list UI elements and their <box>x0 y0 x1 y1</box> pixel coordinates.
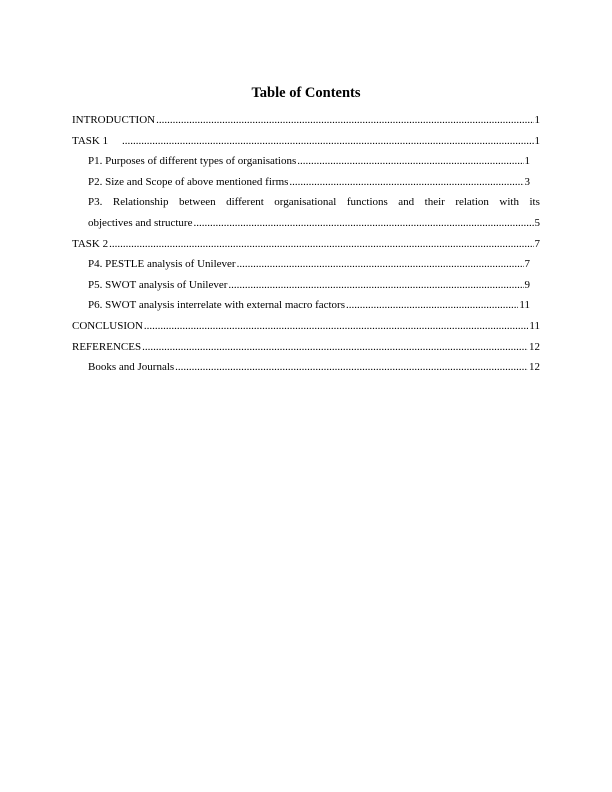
toc-entry-p4[interactable] <box>72 254 540 275</box>
toc-entry-page: 11 <box>519 299 530 312</box>
toc-entry-label: REFERENCES <box>72 340 142 353</box>
toc-entry-p6[interactable] <box>72 295 540 316</box>
toc-entry-label: TASK 1 <box>72 134 109 147</box>
toc-entry-label: INTRODUCTION <box>72 114 156 126</box>
toc-entry-page: 1 <box>524 155 530 168</box>
toc-entry-introduction[interactable] <box>72 110 540 131</box>
dot-leader <box>228 275 523 296</box>
toc-entry-page: 9 <box>524 278 530 291</box>
toc-entry-label: P4. PESTLE analysis of Unilever <box>88 258 236 271</box>
toc-entry-page: 7 <box>524 258 530 271</box>
toc-entry-label-line1: P3. Relationship between different organisational functions and their relation with its <box>88 196 540 209</box>
dot-leader <box>346 295 518 316</box>
toc-entry-label: TASK 2 <box>72 237 109 250</box>
dot-leader <box>193 213 533 234</box>
toc-entry-page: 11 <box>529 319 540 332</box>
toc-entry-references[interactable] <box>72 337 540 358</box>
toc-entry-page: 1 <box>534 114 540 126</box>
toc-entry-label: P5. SWOT analysis of Unilever <box>88 278 228 291</box>
dot-leader <box>109 234 533 255</box>
dot-leader <box>144 316 529 337</box>
toc-entry-label: P1. Purposes of different types of organisations <box>88 155 297 168</box>
toc-entry-p1[interactable] <box>72 151 540 172</box>
toc-entry-page: 12 <box>529 361 540 374</box>
toc-entry-page: 12 <box>529 340 540 353</box>
dot-leader <box>175 357 528 378</box>
dot-leader <box>156 110 533 131</box>
toc-entry-label: P2. Size and Scope of above mentioned firms <box>88 175 289 188</box>
toc-entry-label: CONCLUSION <box>72 319 143 332</box>
toc-entry-page: 1 <box>534 134 540 147</box>
toc-list <box>72 110 540 378</box>
dot-leader <box>237 254 524 275</box>
toc-entry-page: 5 <box>534 216 540 229</box>
toc-entry-books-and-journals[interactable] <box>72 357 540 378</box>
toc-entry-page: 7 <box>534 237 540 250</box>
toc-title: Table of Contents <box>251 85 361 101</box>
toc-entry-page: 3 <box>524 175 530 188</box>
toc-entry-label: Books and Journals <box>88 361 175 374</box>
dot-leader <box>122 131 534 152</box>
toc-entry-conclusion[interactable] <box>72 316 540 337</box>
dot-leader <box>297 151 523 172</box>
toc-entry-label-line2: objectives and structure <box>88 216 193 229</box>
dot-leader <box>289 172 523 193</box>
toc-entry-p2[interactable] <box>72 172 540 193</box>
toc-entry-label: P6. SWOT analysis interrelate with external macro factors <box>88 299 345 312</box>
toc-entry-task-2[interactable] <box>72 234 540 255</box>
dot-leader <box>142 337 528 358</box>
toc-entry-p3[interactable] <box>72 192 540 233</box>
toc-entry-p5[interactable] <box>72 275 540 296</box>
toc-entry-task-1[interactable] <box>72 131 540 152</box>
